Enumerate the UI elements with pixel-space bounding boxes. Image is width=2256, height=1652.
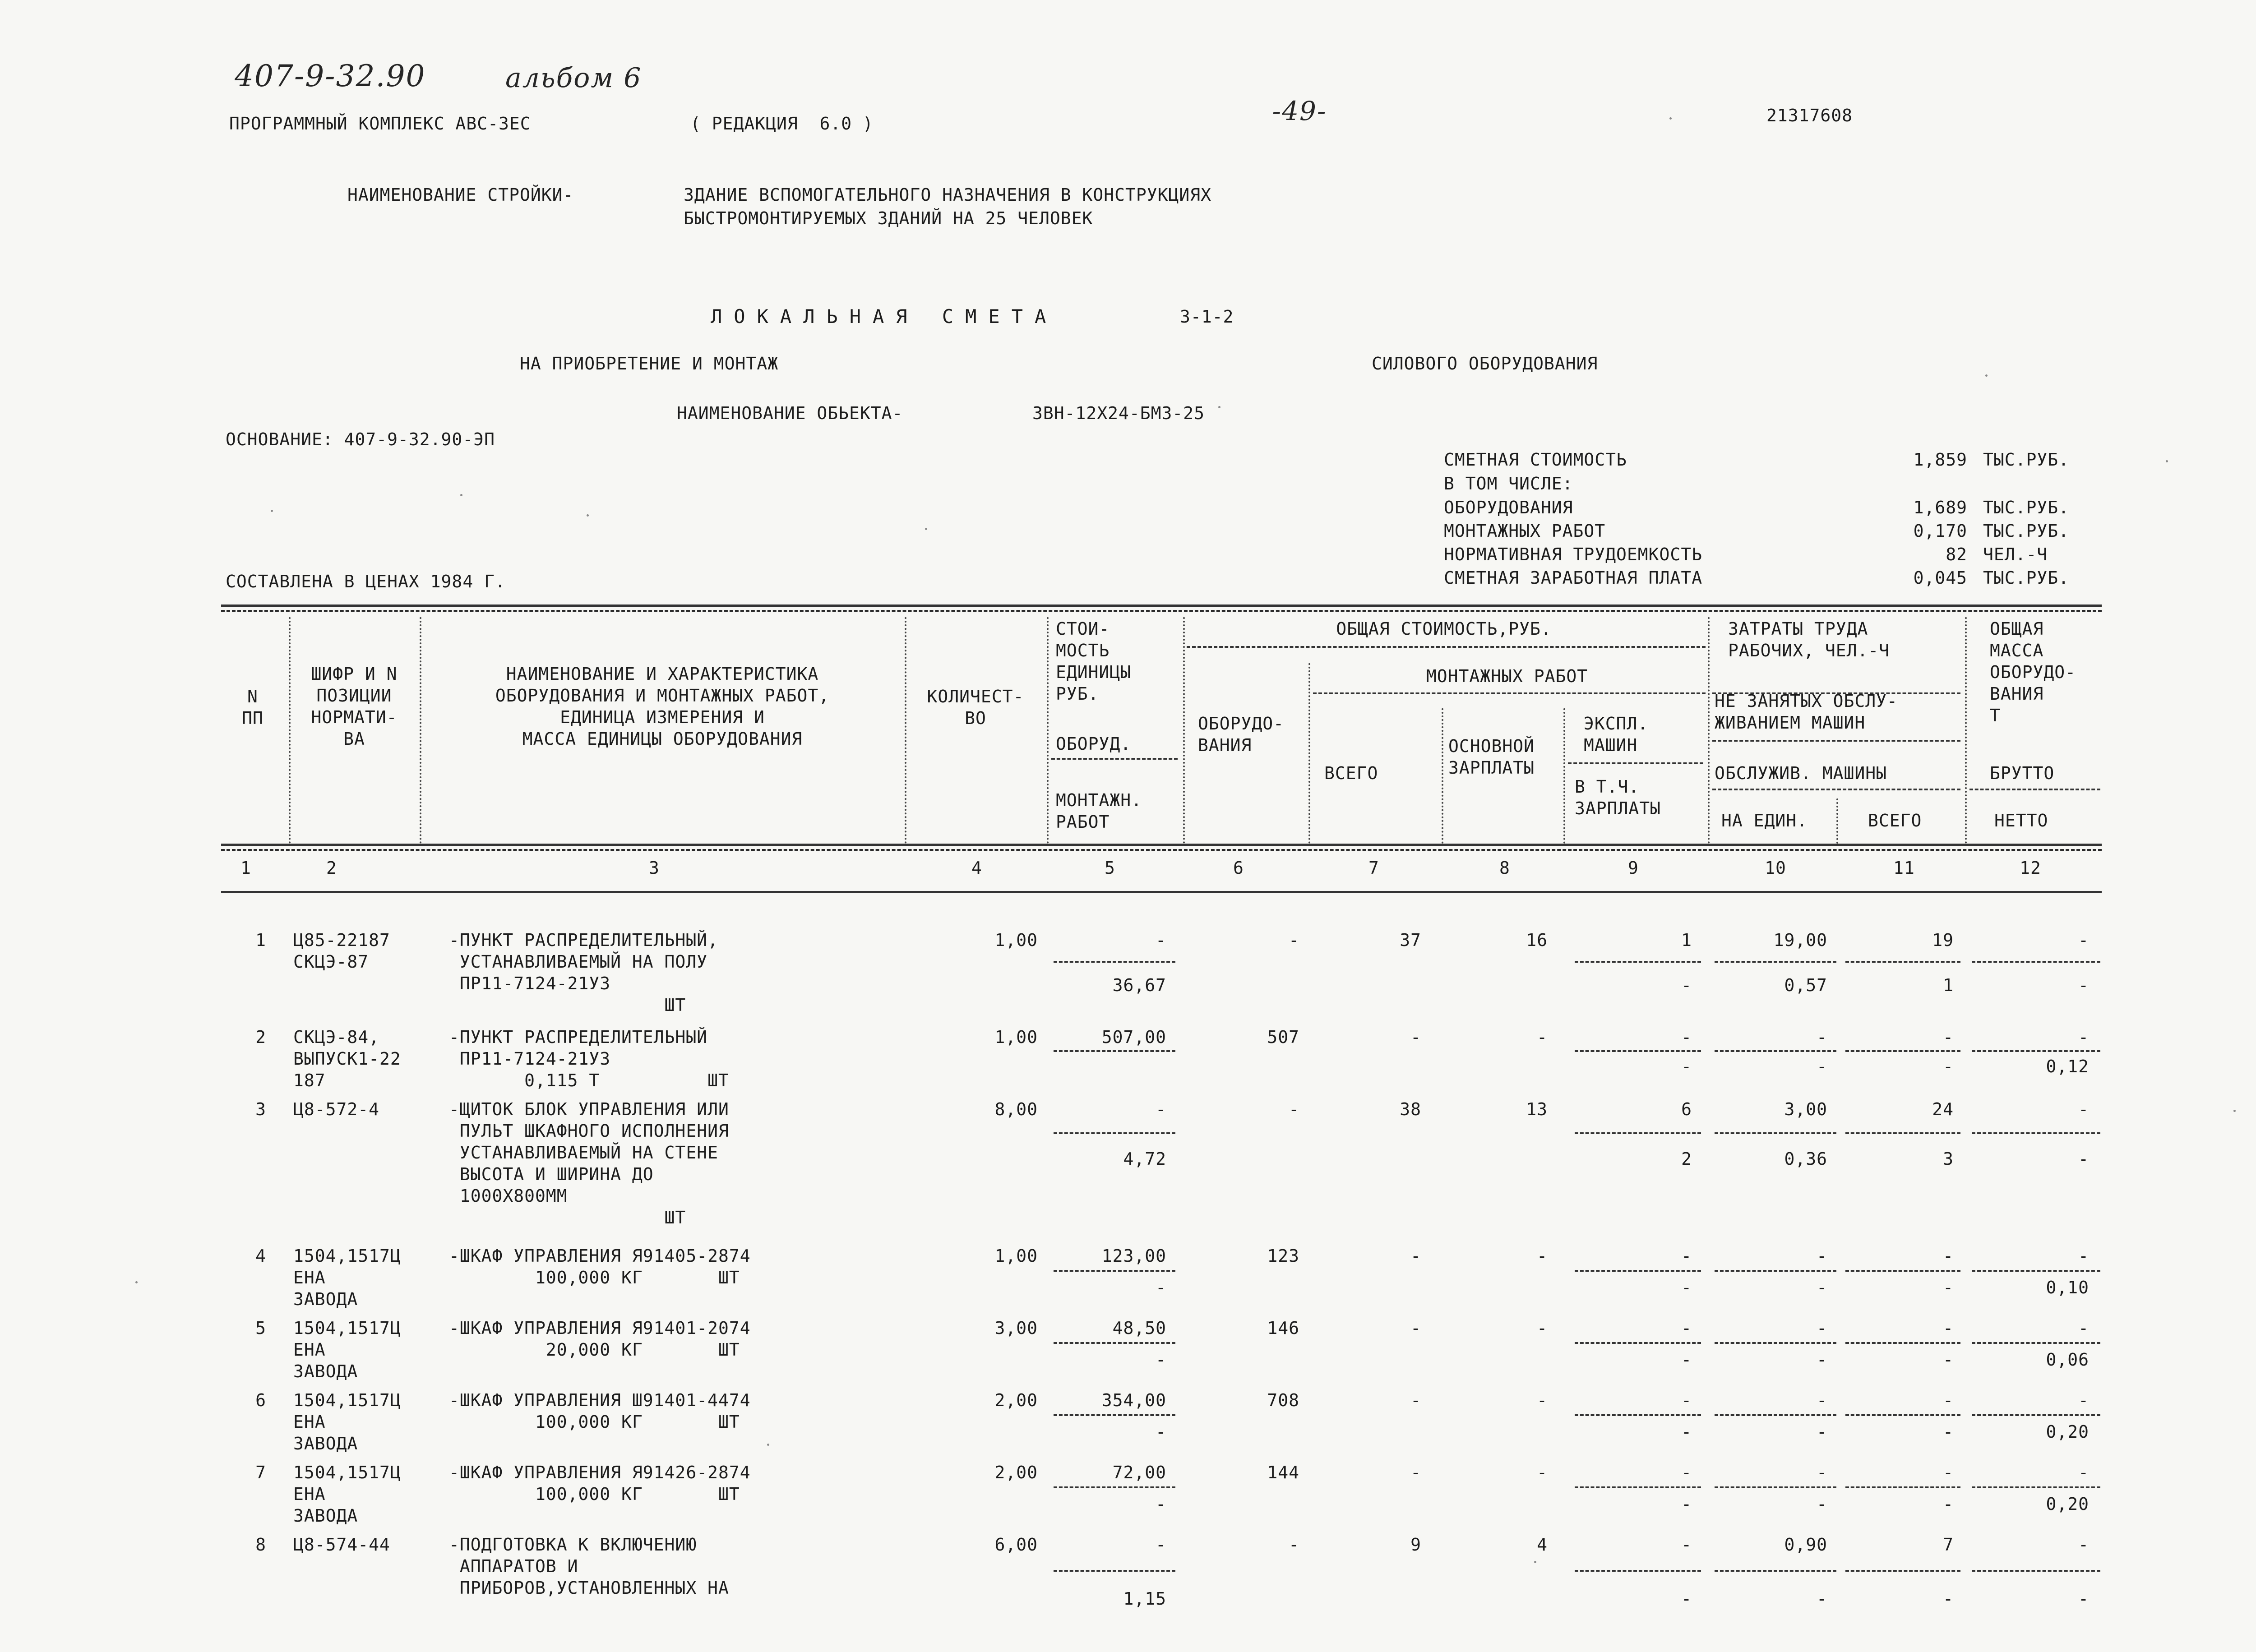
cell-separator-rule: [1972, 1132, 2100, 1134]
row-base-salary: -: [1537, 1246, 1548, 1266]
row-labor-per-unit: -: [1817, 1246, 1827, 1266]
row-number: 8: [255, 1535, 266, 1555]
summary-value: 82: [1946, 545, 1967, 564]
row-labor-per-unit-machines: -: [1817, 1494, 1827, 1514]
row-mass-gross: -: [2078, 1463, 2089, 1482]
row-labor-total-machines: -: [1943, 1278, 1954, 1297]
header-total-cost: ОБЩАЯ СТОИМОСТЬ,РУБ.: [1336, 619, 1552, 639]
row-unit-cost-equipment: 48,50: [1112, 1318, 1166, 1338]
header-col-labor-total: ВСЕГО: [1868, 811, 1922, 831]
row-installation-total: -: [1410, 1390, 1421, 1410]
row-labor-per-unit-machines: -: [1817, 1350, 1827, 1370]
document-title: ЛОКАЛЬНАЯ СМЕТА: [711, 305, 1058, 328]
header-col-name: НАИМЕНОВАНИЕ И ХАРАКТЕРИСТИКА ОБОРУДОВАНИЯ И МОНТАЖНЫХ РАБОТ, ЕДИНИЦА ИЗМЕРЕНИЯ И МАССА ЕДИНИЦЫ ОБОРУДОВАНИЯ: [495, 664, 830, 749]
row-quantity: 3,00: [994, 1318, 1038, 1338]
cell-separator-rule: [1972, 961, 2100, 963]
row-labor-total-machines: -: [1943, 1350, 1954, 1370]
row-name: -ШКАФ УПРАВЛЕНИЯ Я91405-2874 100,000 КГ ШТ: [449, 1246, 751, 1287]
row-labor-per-unit: 19,00: [1773, 930, 1827, 950]
header-col-quantity: КОЛИЧЕСТ- ВО: [927, 687, 1024, 728]
row-equipment-cost: -: [1289, 1535, 1299, 1555]
row-quantity: 6,00: [994, 1535, 1038, 1555]
column-number: 11: [1893, 858, 1915, 878]
cell-separator-rule: [1972, 1342, 2100, 1344]
row-name: -ШКАФ УПРАВЛЕНИЯ Ш91401-4474 100,000 КГ ШТ: [449, 1390, 751, 1432]
row-unit-cost-installation: 1,15: [1123, 1589, 1166, 1609]
summary-value: 1,689: [1913, 498, 1967, 517]
row-labor-per-unit-machines: -: [1817, 1589, 1827, 1609]
header-col-code: ШИФР И N ПОЗИЦИИ НОРМАТИ- ВА: [311, 664, 398, 749]
row-code: Ц85-22187 СКЦЭ-87: [293, 930, 390, 972]
header-col-equipment-cost: ОБОРУДО- ВАНИЯ: [1198, 714, 1285, 755]
row-mass-gross: -: [2078, 930, 2089, 950]
row-machines-salary: -: [1681, 1589, 1692, 1609]
purpose-left: НА ПРИОБРЕТЕНИЕ И МОНТАЖ: [520, 354, 779, 374]
row-code: Ц8-574-44: [293, 1535, 390, 1555]
object-label: НАИМЕНОВАНИЕ ОБЬЕКТА-: [677, 403, 903, 423]
row-equipment-cost: -: [1289, 930, 1299, 950]
row-mass-net: -: [2078, 1589, 2089, 1609]
row-machines: 1: [1681, 930, 1692, 950]
row-machines: -: [1681, 1463, 1692, 1482]
row-installation-total: -: [1410, 1318, 1421, 1338]
row-code: СКЦЭ-84, ВЫПУСК1-22 187: [293, 1027, 401, 1090]
header-col-base-salary: ОСНОВНОЙ ЗАРПЛАТЫ: [1448, 736, 1535, 778]
row-base-salary: -: [1537, 1318, 1548, 1338]
row-labor-total: -: [1943, 1027, 1954, 1047]
header-col-machines-salary: В Т.Ч. ЗАРПЛАТЫ: [1575, 777, 1661, 818]
row-labor-per-unit: 0,90: [1784, 1535, 1827, 1555]
header-installation: МОНТАЖНЫХ РАБОТ: [1426, 666, 1588, 686]
header-col-unit-cost-installation: МОНТАЖН. РАБОТ: [1056, 790, 1142, 832]
summary-unit: ТЫС.РУБ.: [1983, 568, 2070, 588]
row-mass-net: 0,12: [2046, 1057, 2089, 1076]
header-sub-rule: [1969, 789, 2100, 790]
row-base-salary: -: [1537, 1390, 1548, 1410]
row-labor-total-machines: 3: [1943, 1149, 1954, 1169]
row-unit-cost-equipment: 123,00: [1101, 1246, 1166, 1266]
summary-label: СМЕТНАЯ СТОИМОСТЬ: [1444, 450, 1627, 470]
page-number: -49-: [1272, 96, 1327, 126]
row-labor-total: 19: [1932, 930, 1954, 950]
cell-separator-rule: [1972, 1050, 2100, 1052]
header-sub-rule: [1568, 762, 1703, 764]
row-unit-cost-equipment: 507,00: [1101, 1027, 1166, 1047]
row-labor-total-machines: 1: [1943, 975, 1954, 995]
cell-separator-rule: [1845, 1270, 1960, 1272]
row-labor-total: -: [1943, 1390, 1954, 1410]
column-number-rule: [221, 891, 2102, 893]
row-equipment-cost: 507: [1267, 1027, 1299, 1047]
column-number: 2: [326, 858, 337, 878]
cell-separator-rule: [1054, 1050, 1175, 1052]
row-mass-net: 0,10: [2046, 1278, 2089, 1297]
cell-separator-rule: [1845, 961, 1960, 963]
header-sub-rule: [1313, 692, 1706, 694]
column-number: 8: [1499, 858, 1510, 878]
table-top-rule: [221, 605, 2102, 607]
cell-separator-rule: [1575, 1486, 1701, 1488]
header-labor: ЗАТРАТЫ ТРУДА РАБОЧИХ, ЧЕЛ.-Ч: [1728, 619, 1890, 660]
construction-label: НАИМЕНОВАНИЕ СТРОЙКИ-: [347, 185, 574, 205]
row-machines-salary: -: [1681, 1057, 1692, 1076]
row-installation-total: 37: [1400, 930, 1421, 950]
column-number: 12: [2020, 858, 2041, 878]
header-bottom-rule: [221, 844, 2102, 846]
row-labor-per-unit-machines: 0,36: [1784, 1149, 1827, 1169]
summary-unit: ЧЕЛ.-Ч: [1983, 545, 2048, 564]
row-unit-cost-installation: -: [1156, 1494, 1166, 1514]
header-sub-rule: [1051, 758, 1178, 760]
row-quantity: 2,00: [994, 1390, 1038, 1410]
cell-separator-rule: [1972, 1270, 2100, 1272]
row-base-salary: 4: [1537, 1535, 1548, 1555]
cell-separator-rule: [1845, 1342, 1960, 1344]
cell-separator-rule: [1715, 1342, 1836, 1344]
table-top-rule-2: [221, 610, 2102, 612]
handwritten-series-code: 407-9-32.90: [235, 59, 426, 93]
cell-separator-rule: [1715, 1132, 1836, 1134]
row-equipment-cost: 144: [1267, 1463, 1299, 1482]
row-equipment-cost: 123: [1267, 1246, 1299, 1266]
row-mass-gross: -: [2078, 1390, 2089, 1410]
summary-unit: ТЫС.РУБ.: [1983, 450, 2070, 470]
row-installation-total: 38: [1400, 1099, 1421, 1119]
cell-separator-rule: [1054, 1132, 1175, 1134]
row-quantity: 8,00: [994, 1099, 1038, 1119]
row-mass-net: -: [2078, 975, 2089, 995]
document-title-number: 3-1-2: [1180, 307, 1234, 327]
header-col-mass-gross: БРУТТО: [1990, 763, 2055, 783]
row-number: 1: [255, 930, 266, 950]
row-labor-per-unit-machines: -: [1817, 1278, 1827, 1297]
row-machines-salary: -: [1681, 1422, 1692, 1442]
row-machines-salary: -: [1681, 1350, 1692, 1370]
cell-separator-rule: [1715, 1486, 1836, 1488]
cell-separator-rule: [1715, 1570, 1836, 1572]
row-labor-per-unit: 3,00: [1784, 1099, 1827, 1119]
row-base-salary: 13: [1526, 1099, 1548, 1119]
row-name: -ПОДГОТОВКА К ВКЛЮЧЕНИЮ АППАРАТОВ И ПРИБОРОВ,УСТАНОВЛЕННЫХ НА: [449, 1535, 729, 1598]
cell-separator-rule: [1575, 1570, 1701, 1572]
cell-separator-rule: [1575, 1050, 1701, 1052]
row-installation-total: 9: [1410, 1535, 1421, 1555]
cell-separator-rule: [1054, 1486, 1175, 1488]
cell-separator-rule: [1715, 1414, 1836, 1416]
cell-separator-rule: [1845, 1570, 1960, 1572]
row-labor-total-machines: -: [1943, 1057, 1954, 1076]
summary-unit: ТЫС.РУБ.: [1983, 521, 2070, 541]
column-number: 1: [240, 858, 251, 878]
row-quantity: 1,00: [994, 1027, 1038, 1047]
row-mass-net: 0,06: [2046, 1350, 2089, 1370]
summary-label: МОНТАЖНЫХ РАБОТ: [1444, 521, 1606, 541]
row-machines: -: [1681, 1535, 1692, 1555]
row-labor-per-unit-machines: -: [1817, 1422, 1827, 1442]
row-mass-gross: -: [2078, 1099, 2089, 1119]
row-labor-total-machines: -: [1943, 1422, 1954, 1442]
row-mass-gross: -: [2078, 1027, 2089, 1047]
row-name: -ШКАФ УПРАВЛЕНИЯ Я91426-2874 100,000 КГ ШТ: [449, 1463, 751, 1504]
header-col-mass: ОБЩАЯ МАССА ОБОРУДО- ВАНИЯ Т: [1990, 619, 2076, 725]
row-code: 1504,1517Ц ЕНА ЗАВОДА: [293, 1463, 401, 1526]
header-sub-rule: [1712, 789, 1960, 790]
summary-unit: ТЫС.РУБ.: [1983, 498, 2070, 517]
row-machines: -: [1681, 1318, 1692, 1338]
row-number: 3: [255, 1099, 266, 1119]
row-unit-cost-installation: -: [1156, 1278, 1166, 1297]
row-installation-total: -: [1410, 1246, 1421, 1266]
column-number: 9: [1628, 858, 1639, 878]
row-base-salary: -: [1537, 1463, 1548, 1482]
cell-separator-rule: [1715, 961, 1836, 963]
row-mass-gross: -: [2078, 1318, 2089, 1338]
cell-separator-rule: [1575, 1414, 1701, 1416]
row-machines-salary: -: [1681, 1494, 1692, 1514]
row-labor-total: -: [1943, 1246, 1954, 1266]
summary-value: 0,170: [1913, 521, 1967, 541]
column-number: 10: [1765, 858, 1786, 878]
row-labor-total-machines: -: [1943, 1494, 1954, 1514]
column-number: 6: [1233, 858, 1244, 878]
cell-separator-rule: [1054, 961, 1175, 963]
construction-name-line1: ЗДАНИЕ ВСПОМОГАТЕЛЬНОГО НАЗНАЧЕНИЯ В КОНСТРУКЦИЯХ: [684, 185, 1212, 205]
row-code: 1504,1517Ц ЕНА ЗАВОДА: [293, 1390, 401, 1454]
row-number: 6: [255, 1390, 266, 1410]
row-machines: -: [1681, 1390, 1692, 1410]
row-labor-total: -: [1943, 1318, 1954, 1338]
cell-separator-rule: [1054, 1570, 1175, 1572]
program-name: ПРОГРАММНЫЙ КОМПЛЕКС АВС-ЗЕС: [229, 114, 531, 134]
row-unit-cost-equipment: 72,00: [1112, 1463, 1166, 1482]
row-labor-per-unit: -: [1817, 1390, 1827, 1410]
row-mass-net: 0,20: [2046, 1422, 2089, 1442]
row-unit-cost-installation: -: [1156, 1422, 1166, 1442]
header-col-unit-cost-equipment: ОБОРУД.: [1056, 734, 1132, 754]
row-number: 7: [255, 1463, 266, 1482]
summary-label: СМЕТНАЯ ЗАРАБОТНАЯ ПЛАТА: [1444, 568, 1703, 588]
row-name: -ЩИТОК БЛОК УПРАВЛЕНИЯ ИЛИ ПУЛЬТ ШКАФНОГО ИСПОЛНЕНИЯ УСТАНАВЛИВАЕМЫЙ НА СТЕНЕ ВЫСОТА И ШИРИНА ДО 1000Х800ММ ШТ: [449, 1099, 729, 1227]
cell-separator-rule: [1845, 1414, 1960, 1416]
header-col-n: N ПП: [242, 687, 264, 728]
row-code: Ц8-572-4: [293, 1099, 380, 1119]
header-bottom-rule-2: [221, 849, 2102, 851]
summary-value: 1,859: [1913, 450, 1967, 470]
row-quantity: 1,00: [994, 1246, 1038, 1266]
column-number: 7: [1368, 858, 1379, 878]
cell-separator-rule: [1715, 1050, 1836, 1052]
summary-value: 0,045: [1913, 568, 1967, 588]
handwritten-album: альбом 6: [505, 62, 642, 94]
program-edition: ( РЕДАКЦИЯ 6.0 ): [690, 114, 874, 134]
object-value: ЗВН-12Х24-БМЗ-25: [1032, 403, 1205, 423]
cell-separator-rule: [1054, 1270, 1175, 1272]
construction-name-line2: БЫСТРОМОНТИРУЕМЫХ ЗДАНИЙ НА 25 ЧЕЛОВЕК: [684, 208, 1093, 228]
row-labor-total-machines: -: [1943, 1589, 1954, 1609]
document-number: 21317608: [1766, 106, 1853, 125]
row-labor-per-unit: -: [1817, 1318, 1827, 1338]
column-number: 3: [649, 858, 660, 878]
header-labor-machines: ОБСЛУЖИВ. МАШИНЫ: [1715, 763, 1887, 783]
row-unit-cost-installation: 4,72: [1123, 1149, 1166, 1169]
summary-label: ОБОРУДОВАНИЯ: [1444, 498, 1573, 517]
row-equipment-cost: 146: [1267, 1318, 1299, 1338]
row-unit-cost-equipment: -: [1156, 930, 1166, 950]
cell-separator-rule: [1575, 1342, 1701, 1344]
row-machines-salary: 2: [1681, 1149, 1692, 1169]
row-number: 2: [255, 1027, 266, 1047]
row-mass-net: -: [2078, 1149, 2089, 1169]
cell-separator-rule: [1575, 961, 1701, 963]
cell-separator-rule: [1054, 1342, 1175, 1344]
row-mass-net: 0,20: [2046, 1494, 2089, 1514]
row-unit-cost-equipment: -: [1156, 1535, 1166, 1555]
header-col-machines: ЭКСПЛ. МАШИН: [1584, 714, 1649, 755]
cell-separator-rule: [1845, 1050, 1960, 1052]
row-machines: -: [1681, 1027, 1692, 1047]
row-unit-cost-installation: 36,67: [1112, 975, 1166, 995]
header-col-per-unit: НА ЕДИН.: [1721, 811, 1808, 831]
column-number: 4: [971, 858, 982, 878]
price-level: СОСТАВЛЕНА В ЦЕНАХ 1984 Г.: [226, 572, 506, 591]
row-quantity: 1,00: [994, 930, 1038, 950]
row-machines-salary: -: [1681, 975, 1692, 995]
row-code: 1504,1517Ц ЕНА ЗАВОДА: [293, 1246, 401, 1309]
row-labor-per-unit: -: [1817, 1463, 1827, 1482]
row-labor-per-unit-machines: -: [1817, 1057, 1827, 1076]
row-machines: -: [1681, 1246, 1692, 1266]
cell-separator-rule: [1972, 1414, 2100, 1416]
cell-separator-rule: [1972, 1486, 2100, 1488]
row-name: -ПУНКТ РАСПРЕДЕЛИТЕЛЬНЫЙ, УСТАНАВЛИВАЕМЫЙ НА ПОЛУ ПР11-7124-21У3 ШТ: [449, 930, 718, 1015]
row-machines-salary: -: [1681, 1278, 1692, 1297]
row-mass-gross: -: [2078, 1246, 2089, 1266]
row-number: 4: [255, 1246, 266, 1266]
row-name: -ШКАФ УПРАВЛЕНИЯ Я91401-2074 20,000 КГ ШТ: [449, 1318, 751, 1360]
row-labor-total: 24: [1932, 1099, 1954, 1119]
purpose-right: СИЛОВОГО ОБОРУДОВАНИЯ: [1372, 354, 1598, 374]
column-number: 5: [1105, 858, 1115, 878]
header-col-mass-net: НЕТТО: [1994, 811, 2048, 831]
row-equipment-cost: -: [1289, 1099, 1299, 1119]
cell-separator-rule: [1054, 1414, 1175, 1416]
row-unit-cost-equipment: 354,00: [1101, 1390, 1166, 1410]
basis: ОСНОВАНИЕ: 407-9-32.90-ЭП: [226, 429, 495, 449]
cell-separator-rule: [1845, 1132, 1960, 1134]
row-labor-per-unit: -: [1817, 1027, 1827, 1047]
row-code: 1504,1517Ц ЕНА ЗАВОДА: [293, 1318, 401, 1381]
header-col-unit-cost: СТОИ- МОСТЬ ЕДИНИЦЫ РУБ.: [1056, 619, 1132, 704]
row-base-salary: -: [1537, 1027, 1548, 1047]
row-mass-gross: -: [2078, 1535, 2089, 1555]
row-unit-cost-equipment: -: [1156, 1099, 1166, 1119]
row-number: 5: [255, 1318, 266, 1338]
header-labor-not-machines: НЕ ЗАНЯТЫХ ОБСЛУ- ЖИВАНИЕМ МАШИН: [1715, 691, 1898, 733]
cell-separator-rule: [1972, 1570, 2100, 1572]
header-sub-rule: [1187, 646, 1706, 648]
summary-label: НОРМАТИВНАЯ ТРУДОЕМКОСТЬ: [1444, 545, 1703, 564]
row-labor-total: 7: [1943, 1535, 1954, 1555]
row-labor-per-unit-machines: 0,57: [1784, 975, 1827, 995]
row-equipment-cost: 708: [1267, 1390, 1299, 1410]
row-labor-total: -: [1943, 1463, 1954, 1482]
summary-label: В ТОМ ЧИСЛЕ:: [1444, 474, 1573, 494]
header-col-total: ВСЕГО: [1324, 763, 1378, 783]
cell-separator-rule: [1575, 1132, 1701, 1134]
cell-separator-rule: [1715, 1270, 1836, 1272]
cell-separator-rule: [1845, 1486, 1960, 1488]
row-installation-total: -: [1410, 1463, 1421, 1482]
cell-separator-rule: [1575, 1270, 1701, 1272]
row-name: -ПУНКТ РАСПРЕДЕЛИТЕЛЬНЫЙ ПР11-7124-21У3 0,115 Т ШТ: [449, 1027, 729, 1090]
header-sub-rule: [1712, 740, 1960, 742]
row-unit-cost-installation: -: [1156, 1350, 1166, 1370]
row-base-salary: 16: [1526, 930, 1548, 950]
row-quantity: 2,00: [994, 1463, 1038, 1482]
row-installation-total: -: [1410, 1027, 1421, 1047]
row-machines: 6: [1681, 1099, 1692, 1119]
